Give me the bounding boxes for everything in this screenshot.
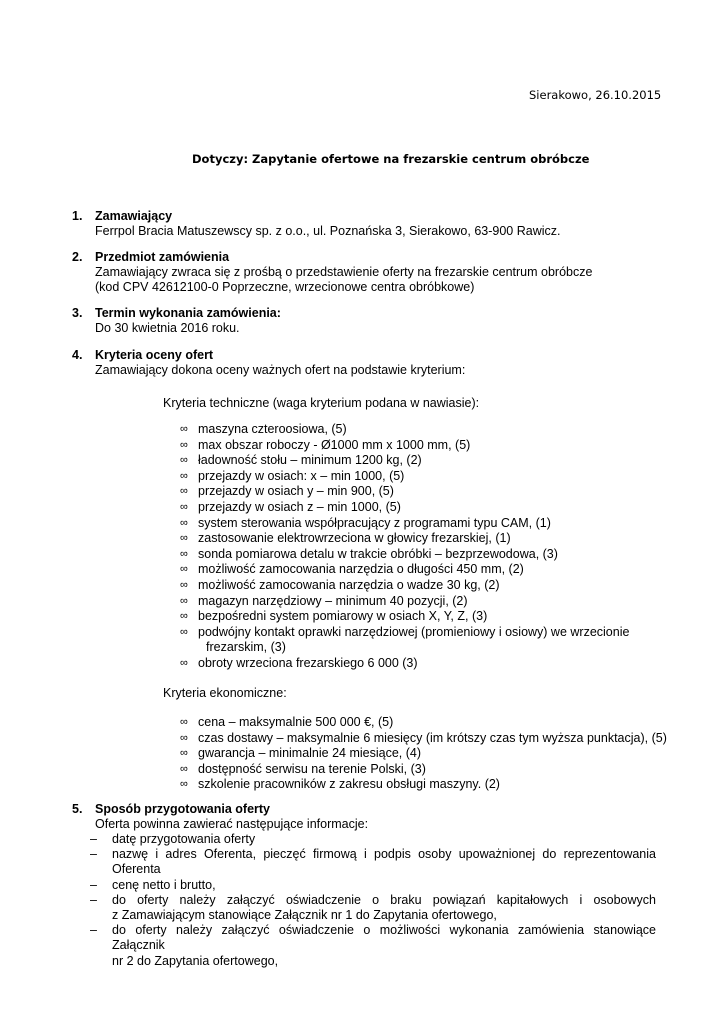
list-item-text: maszyna czteroosiowa, (5) bbox=[198, 422, 347, 436]
technical-criteria-list bbox=[180, 422, 629, 672]
document-subject: Dotyczy: Zapytanie ofertowe na frezarskie centrum obróbcze bbox=[192, 152, 590, 166]
section-heading: Zamawiający bbox=[95, 209, 173, 223]
section-line: Oferta powinna zawierać następujące informacje: bbox=[95, 817, 369, 831]
infinity-bullet-icon: ∞ bbox=[180, 485, 188, 498]
infinity-bullet-icon: ∞ bbox=[180, 716, 188, 728]
technical-criteria-label: Kryteria techniczne (waga kryterium podana w nawiasie): bbox=[163, 396, 480, 410]
infinity-bullet-icon: ∞ bbox=[180, 747, 188, 760]
infinity-bullet-icon: ∞ bbox=[180, 423, 188, 435]
list-item-text: magazyn narzędziowy – minimum 40 pozycji, (2) bbox=[198, 593, 468, 608]
section-heading: Sposób przygotowania oferty bbox=[95, 802, 271, 816]
infinity-bullet-icon: ∞ bbox=[180, 778, 188, 791]
list-item bbox=[180, 469, 629, 485]
dash-bullet-icon: – bbox=[90, 892, 97, 907]
list-item bbox=[180, 453, 629, 469]
list-item-text: możliwość zamocowania narzędzia o długości 450 mm, (2) bbox=[198, 562, 524, 577]
offer-requirements-list bbox=[72, 832, 656, 969]
section-line: Zamawiający dokona oceny ważnych ofert na podstawie kryterium: bbox=[95, 363, 466, 377]
section-number: 3. bbox=[72, 306, 83, 320]
infinity-bullet-icon: ∞ bbox=[180, 578, 188, 591]
list-item-text: do oferty należy załączyć oświadczenie o możliwości wykonania zamówienia stanowiące Załącznik bbox=[112, 923, 656, 953]
infinity-bullet-icon: ∞ bbox=[180, 762, 188, 775]
list-item-text: zastosowanie elektrowrzeciona w głowicy frezarskiej, (1) bbox=[198, 531, 511, 546]
section-line: (kod CPV 42612100-0 Poprzeczne, wrzecionowe centra obróbkowe) bbox=[95, 280, 475, 294]
section-deadline bbox=[72, 306, 672, 336]
infinity-bullet-icon: ∞ bbox=[180, 563, 188, 576]
list-item bbox=[180, 484, 629, 500]
list-item-text: datę przygotowania oferty bbox=[112, 832, 256, 846]
list-item bbox=[180, 777, 667, 793]
list-item-text: sonda pomiarowa detalu w trakcie obróbki – bezprzewodowa, (3) bbox=[198, 546, 558, 561]
dash-bullet-icon: – bbox=[90, 923, 97, 938]
list-item bbox=[180, 422, 629, 438]
list-item-text: dostępność serwisu na terenie Polski, (3) bbox=[198, 761, 426, 776]
list-item-text: cena – maksymalnie 500 000 €, (5) bbox=[198, 715, 394, 729]
list-item-text: możliwość zamocowania narzędzia o wadze 30 kg, (2) bbox=[198, 577, 500, 592]
list-item-text: szkolenie pracowników z zakresu obsługi maszyny. (2) bbox=[198, 777, 500, 792]
list-item-text: ładowność stołu – minimum 1200 kg, (2) bbox=[198, 453, 422, 468]
list-item bbox=[72, 832, 656, 847]
section-number: 4. bbox=[72, 348, 83, 362]
list-item bbox=[180, 762, 667, 778]
infinity-bullet-icon: ∞ bbox=[180, 610, 188, 623]
section-number: 2. bbox=[72, 250, 83, 264]
section-heading: Termin wykonania zamówienia: bbox=[95, 306, 281, 320]
list-item bbox=[180, 578, 629, 594]
list-item bbox=[180, 746, 667, 762]
section-orderer bbox=[72, 209, 672, 239]
list-item bbox=[180, 609, 629, 625]
list-item-text: gwarancja – minimalnie 24 miesiące, (4) bbox=[198, 746, 422, 761]
section-heading: Kryteria oceny ofert bbox=[95, 348, 214, 362]
infinity-bullet-icon: ∞ bbox=[180, 500, 188, 513]
list-item bbox=[180, 731, 667, 747]
list-item-text: przejazdy w osiach: x – min 1000, (5) bbox=[198, 468, 405, 483]
infinity-bullet-icon: ∞ bbox=[180, 516, 188, 529]
economic-criteria-label: Kryteria ekonomiczne: bbox=[163, 686, 287, 700]
economic-criteria-list bbox=[180, 715, 667, 793]
list-item bbox=[180, 562, 629, 578]
infinity-bullet-icon: ∞ bbox=[180, 469, 188, 482]
list-item bbox=[180, 547, 629, 563]
list-item-text-continuation: z Zamawiającym stanowiące Załącznik nr 1 do Zapytania ofertowego, bbox=[112, 908, 497, 923]
list-item-text: przejazdy w osiach z – min 1000, (5) bbox=[198, 499, 401, 514]
list-item-text: podwójny kontakt oprawki narzędziowej (promieniowy i osiowy) we wrzecionie bbox=[198, 624, 630, 639]
infinity-bullet-icon: ∞ bbox=[180, 594, 188, 607]
infinity-bullet-icon: ∞ bbox=[180, 454, 188, 467]
section-line: Do 30 kwietnia 2016 roku. bbox=[95, 321, 240, 335]
list-item bbox=[180, 438, 629, 454]
dash-bullet-icon: – bbox=[90, 847, 97, 862]
list-item-text: nazwę i adres Oferenta, pieczęć firmową i podpis osoby upoważnionej do reprezentowania Oferenta bbox=[112, 847, 656, 877]
section-number: 5. bbox=[72, 802, 83, 816]
infinity-bullet-icon: ∞ bbox=[180, 532, 188, 545]
section-heading: Przedmiot zamówienia bbox=[95, 250, 230, 264]
section-subject-of-order bbox=[72, 250, 672, 295]
list-item bbox=[180, 656, 629, 672]
document-date: Sierakowo, 26.10.2015 bbox=[529, 88, 662, 102]
list-item bbox=[180, 594, 629, 610]
section-line: Ferrpol Bracia Matuszewscy sp. z o.o., ul. Poznańska 3, Sierakowo, 63-900 Rawicz. bbox=[95, 224, 561, 238]
infinity-bullet-icon: ∞ bbox=[180, 547, 188, 560]
list-item bbox=[72, 878, 656, 893]
list-item-text: max obszar roboczy - Ø1000 mm x 1000 mm, (5) bbox=[198, 437, 471, 452]
list-item-text: czas dostawy – maksymalnie 6 miesięcy (im krótszy czas tym wyższa punktacja), (5) bbox=[198, 730, 667, 745]
list-item bbox=[180, 715, 667, 731]
list-item bbox=[72, 847, 656, 877]
list-item-text: obroty wrzeciona frezarskiego 6 000 (3) bbox=[198, 655, 418, 670]
list-item bbox=[72, 893, 656, 923]
section-offer-preparation bbox=[72, 802, 672, 832]
list-item bbox=[180, 625, 629, 656]
list-item-text: przejazdy w osiach y – min 900, (5) bbox=[198, 484, 394, 499]
infinity-bullet-icon: ∞ bbox=[180, 656, 188, 669]
infinity-bullet-icon: ∞ bbox=[180, 731, 188, 744]
list-item-text: bezpośredni system pomiarowy w osiach X, Y, Z, (3) bbox=[198, 609, 488, 624]
list-item bbox=[180, 500, 629, 516]
dash-bullet-icon: – bbox=[90, 832, 97, 846]
infinity-bullet-icon: ∞ bbox=[180, 625, 188, 638]
list-item-text: do oferty należy załączyć oświadczenie o braku powiązań kapitałowych i osobowych bbox=[112, 892, 656, 907]
section-evaluation-criteria bbox=[72, 348, 672, 378]
list-item-text-continuation: frezarskim, (3) bbox=[206, 640, 286, 655]
section-number: 1. bbox=[72, 209, 83, 223]
section-line: Zamawiający zwraca się z prośbą o przedstawienie oferty na frezarskie centrum obróbcze bbox=[95, 265, 593, 279]
list-item-text: system sterowania współpracujący z programami typu CAM, (1) bbox=[198, 515, 551, 530]
list-item bbox=[180, 531, 629, 547]
list-item bbox=[180, 516, 629, 532]
list-item-text-continuation: nr 2 do Zapytania ofertowego, bbox=[112, 953, 279, 968]
dash-bullet-icon: – bbox=[90, 877, 97, 892]
infinity-bullet-icon: ∞ bbox=[180, 438, 188, 451]
list-item bbox=[72, 923, 656, 969]
list-item-text: cenę netto i brutto, bbox=[112, 877, 216, 892]
